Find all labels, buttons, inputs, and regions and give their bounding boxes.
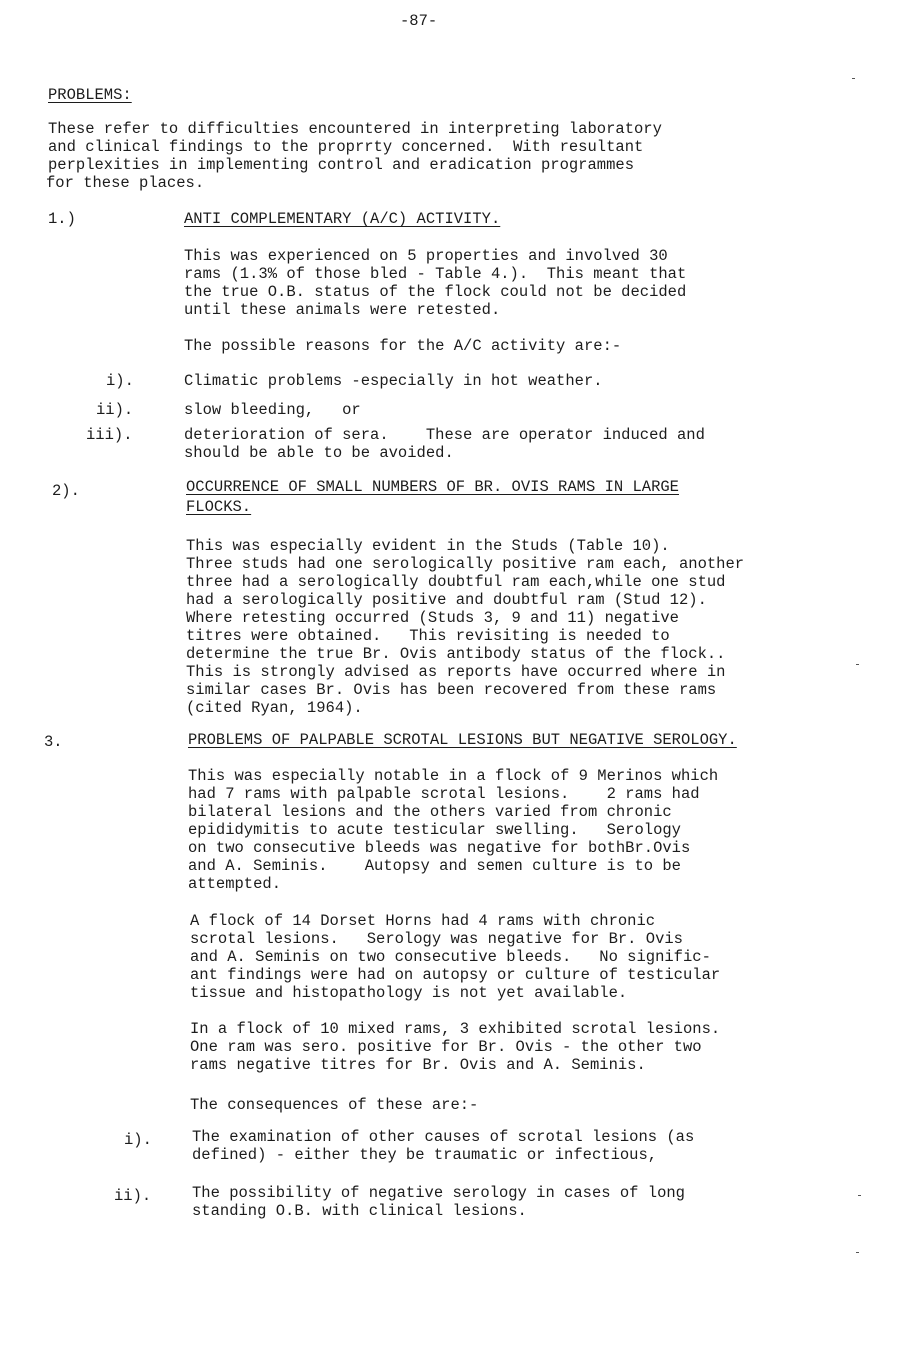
paragraph-line: This was especially notable in a flock of 9 Merinos which xyxy=(188,767,719,785)
scan-speck xyxy=(856,1252,859,1253)
paragraph-line: epididymitis to acute testicular swelling. Serology xyxy=(188,821,681,839)
section-title: OCCURRENCE OF SMALL NUMBERS OF BR. OVIS RAMS IN LARGE xyxy=(186,478,679,496)
list-item-text: defined) - either they be traumatic or infectious, xyxy=(192,1146,658,1164)
scan-speck xyxy=(852,78,855,79)
section-title: PROBLEMS OF PALPABLE SCROTAL LESIONS BUT NEGATIVE SEROLOGY. xyxy=(188,731,737,749)
paragraph-line: The consequences of these are:- xyxy=(190,1096,479,1114)
list-marker: i). xyxy=(124,1131,152,1149)
list-marker: iii). xyxy=(86,426,133,444)
paragraph-line: three had a serologically doubtful ram each,while one stud xyxy=(186,573,726,591)
problems-heading: PROBLEMS: xyxy=(48,86,132,104)
section-title: FLOCKS. xyxy=(186,498,252,516)
paragraph-line: This was experienced on 5 properties and involved 30 xyxy=(184,247,668,265)
paragraph-line: determine the true Br. Ovis antibody status of the flock.. xyxy=(186,645,726,663)
section-number: 1.) xyxy=(48,210,76,228)
intro-line: and clinical findings to the proprrty concerned. With resultant xyxy=(48,138,644,156)
section-number: 3. xyxy=(44,733,63,751)
paragraph-line: the true O.B. status of the flock could not be decided xyxy=(184,283,687,301)
paragraph-line: Three studs had one serologically positive ram each, another xyxy=(186,555,745,573)
intro-line: perplexities in implementing control and eradication programmes xyxy=(48,156,634,174)
list-item-text: The possibility of negative serology in cases of long xyxy=(192,1184,685,1202)
section-number: 2). xyxy=(52,482,80,500)
paragraph-line: A flock of 14 Dorset Horns had 4 rams with chronic xyxy=(190,912,656,930)
paragraph-line: attempted. xyxy=(188,875,282,893)
paragraph-line: on two consecutive bleeds was negative for bothBr.Ovis xyxy=(188,839,691,857)
paragraph-line: The possible reasons for the A/C activity are:- xyxy=(184,337,622,355)
paragraph-line: similar cases Br. Ovis has been recovered from these rams xyxy=(186,681,717,699)
intro-line: for these places. xyxy=(46,174,205,192)
paragraph-line: In a flock of 10 mixed rams, 3 exhibited scrotal lesions. xyxy=(190,1020,721,1038)
section-title: ANTI COMPLEMENTARY (A/C) ACTIVITY. xyxy=(184,210,501,228)
list-item-text: should be able to be avoided. xyxy=(184,444,454,462)
paragraph-line: titres were obtained. This revisiting is needed to xyxy=(186,627,670,645)
paragraph-line: Where retesting occurred (Studs 3, 9 and 11) negative xyxy=(186,609,679,627)
paragraph-line: and A. Seminis on two consecutive bleeds. No signific- xyxy=(190,948,711,966)
scan-speck xyxy=(858,1195,861,1196)
list-item-text: The examination of other causes of scrotal lesions (as xyxy=(192,1128,695,1146)
paragraph-line: until these animals were retested. xyxy=(184,301,501,319)
paragraph-line: This was especially evident in the Studs (Table 10). xyxy=(186,537,670,555)
list-item-text: deterioration of sera. These are operator induced and xyxy=(184,426,705,444)
list-item-text: slow bleeding, or xyxy=(184,401,361,419)
list-marker: ii). xyxy=(114,1187,152,1205)
paragraph-line: and A. Seminis. Autopsy and semen culture is to be xyxy=(188,857,681,875)
paragraph-line: ant findings were had on autopsy or culture of testicular xyxy=(190,966,721,984)
paragraph-line: This is strongly advised as reports have occurred where in xyxy=(186,663,726,681)
paragraph-line: had 7 rams with palpable scrotal lesions. 2 rams had xyxy=(188,785,700,803)
paragraph-line: rams (1.3% of those bled - Table 4.). This meant that xyxy=(184,265,687,283)
paragraph-line: bilateral lesions and the others varied from chronic xyxy=(188,803,672,821)
paragraph-line: rams negative titres for Br. Ovis and A. Seminis. xyxy=(190,1056,646,1074)
list-marker: i). xyxy=(106,372,134,390)
list-marker: ii). xyxy=(96,401,134,419)
paragraph-line: (cited Ryan, 1964). xyxy=(186,699,363,717)
paragraph-line: had a serologically positive and doubtful ram (Stud 12). xyxy=(186,591,707,609)
page-number: -87- xyxy=(400,12,438,30)
list-item-text: standing O.B. with clinical lesions. xyxy=(192,1202,527,1220)
intro-line: These refer to difficulties encountered in interpreting laboratory xyxy=(48,120,662,138)
paragraph-line: tissue and histopathology is not yet available. xyxy=(190,984,628,1002)
list-item-text: Climatic problems -especially in hot weather. xyxy=(184,372,603,390)
paragraph-line: One ram was sero. positive for Br. Ovis - the other two xyxy=(190,1038,702,1056)
paragraph-line: scrotal lesions. Serology was negative for Br. Ovis xyxy=(190,930,683,948)
scan-speck xyxy=(856,664,859,665)
